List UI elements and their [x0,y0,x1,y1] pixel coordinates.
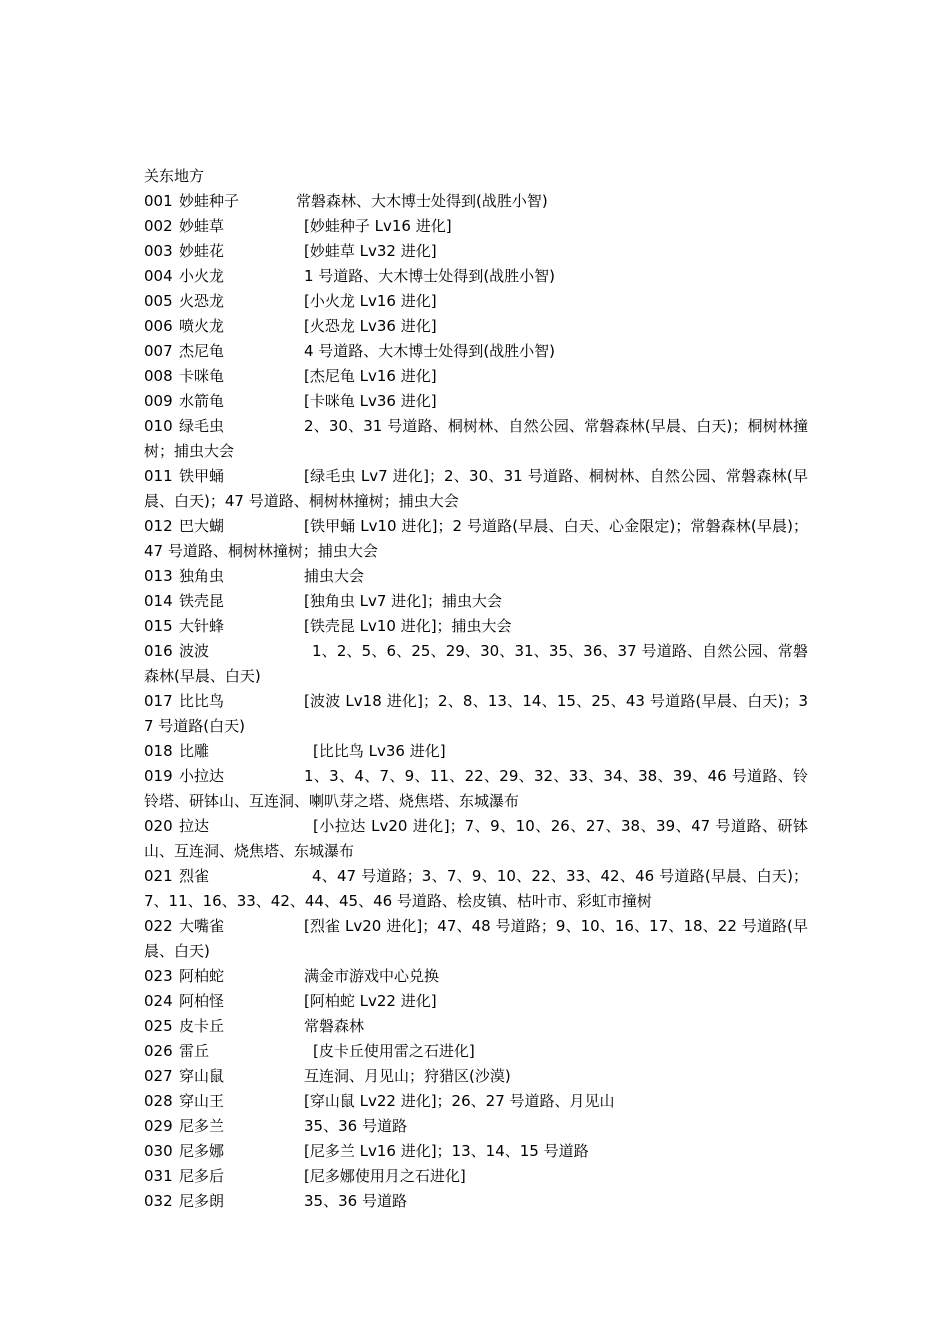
entry-name: 尼多娜 [179,1142,225,1160]
pokedex-entry [144,1114,808,1139]
entry-number: 007 [144,342,173,360]
pokedex-entry [144,364,808,389]
entry-name: 尼多兰 [179,1117,225,1135]
pokedex-entry [144,614,808,639]
entry-location: [火恐龙 Lv36 进化] [304,317,437,335]
entry-name: 比雕 [179,742,210,760]
pokedex-entry [144,589,808,614]
entry-name: 波波 [179,642,210,660]
pokedex-entry [144,739,808,764]
pokedex-entry [144,1189,808,1214]
entry-name: 巴大蝴 [179,517,225,535]
entry-number: 016 [144,642,173,660]
pokedex-entry [144,214,808,239]
pokedex-entry [144,314,808,339]
pokedex-entry [144,189,808,214]
entry-location: [妙蛙草 Lv32 进化] [304,242,437,260]
entry-name: 喷火龙 [179,317,225,335]
entry-number: 009 [144,392,173,410]
entry-number: 024 [144,992,173,1010]
pokedex-entry [144,639,808,689]
entry-location: 35、36 号道路 [304,1192,407,1210]
entry-location: 捕虫大会 [304,567,365,585]
entry-name: 拉达 [179,817,210,835]
pokedex-entry [144,464,808,514]
entry-name: 尼多后 [179,1167,225,1185]
entry-number: 025 [144,1017,173,1035]
entry-name: 阿柏蛇 [179,967,225,985]
entry-location: [尼多娜使用月之石进化] [304,1167,466,1185]
region-heading: 关东地方 [144,167,205,185]
pokedex-entry [144,514,808,564]
entry-number: 002 [144,217,173,235]
entry-name: 妙蛙花 [179,242,225,260]
entry-number: 029 [144,1117,173,1135]
entry-name: 水箭龟 [179,392,225,410]
pokedex-entry [144,564,808,589]
entry-number: 028 [144,1092,173,1110]
pokedex-entry [144,239,808,264]
pokedex-entry [144,964,808,989]
entry-number: 032 [144,1192,173,1210]
entry-location: 1、2、5、6、25、29、30、31、35、36、37 号道路、自然公园、常磐森林(早晨、白天) [144,642,808,685]
entry-location: 2、30、31 号道路、桐树林、自然公园、常磐森林(早晨、白天)；桐树林撞树；捕虫大会 [144,417,808,460]
entry-number: 004 [144,267,173,285]
pokedex-entry [144,389,808,414]
entry-location: [铁壳昆 Lv10 进化]；捕虫大会 [304,617,512,635]
entry-number: 008 [144,367,173,385]
entry-number: 017 [144,692,173,710]
entry-number: 018 [144,742,173,760]
entry-name: 大针蜂 [179,617,225,635]
pokedex-entry [144,1164,808,1189]
entry-number: 019 [144,767,173,785]
pokedex-entry [144,1064,808,1089]
entry-number: 011 [144,467,173,485]
pokedex-entry [144,1089,808,1114]
entry-name: 妙蛙种子 [179,192,240,210]
entry-name: 皮卡丘 [179,1017,225,1035]
entry-name: 小火龙 [179,267,225,285]
entry-number: 030 [144,1142,173,1160]
entry-location: 满金市游戏中心兑换 [304,967,440,985]
entry-number: 010 [144,417,173,435]
entry-location: [尼多兰 Lv16 进化]；13、14、15 号道路 [304,1142,589,1160]
entry-name: 小拉达 [179,767,225,785]
entry-number: 031 [144,1167,173,1185]
pokedex-entry [144,989,808,1014]
pokedex-entry [144,764,808,814]
entry-location: [皮卡丘使用雷之石进化] [313,1042,475,1060]
entry-number: 006 [144,317,173,335]
entry-name: 比比鸟 [179,692,225,710]
entry-location: 4 号道路、大木博士处得到(战胜小智) [304,342,556,360]
entry-name: 杰尼龟 [179,342,225,360]
entry-name: 烈雀 [179,867,210,885]
pokedex-entry [144,289,808,314]
entry-number: 014 [144,592,173,610]
entry-location: [杰尼龟 Lv16 进化] [304,367,437,385]
entry-number: 005 [144,292,173,310]
entry-name: 独角虫 [179,567,225,585]
entry-location: [穿山鼠 Lv22 进化]；26、27 号道路、月见山 [304,1092,615,1110]
entry-location: 常磐森林、大木博士处得到(战胜小智) [296,192,548,210]
entry-name: 卡咪龟 [179,367,225,385]
entry-number: 020 [144,817,173,835]
entry-name: 尼多朗 [179,1192,225,1210]
entry-number: 003 [144,242,173,260]
entry-location: [独角虫 Lv7 进化]；捕虫大会 [304,592,503,610]
entry-location: 1、3、4、7、9、11、22、29、32、33、34、38、39、46 号道路、铃铃塔、研钵山、互连洞、喇叭芽之塔、烧焦塔、东城瀑布 [144,767,808,810]
entry-number: 001 [144,192,173,210]
entry-number: 022 [144,917,173,935]
pokedex-entry [144,1014,808,1039]
entry-number: 023 [144,967,173,985]
entry-location: [小拉达 Lv20 进化]；7、9、10、26、27、38、39、47 号道路、研钵山、互连洞、烧焦塔、东城瀑布 [144,817,808,860]
entry-location: [比比鸟 Lv36 进化] [313,742,446,760]
entry-name: 绿毛虫 [179,417,225,435]
entry-location: 常磐森林 [304,1017,365,1035]
entry-number: 027 [144,1067,173,1085]
entry-number: 012 [144,517,173,535]
pokedex-entry [144,264,808,289]
pokedex-entry [144,814,808,864]
entry-location: 4、47 号道路；3、7、9、10、22、33、42、46 号道路(早晨、白天)；7、11、16、33、42、44、45、46 号道路、桧皮镇、枯叶市、彩虹市撞树 [144,867,808,910]
pokedex-entry [144,864,808,914]
entry-location: [阿柏蛇 Lv22 进化] [304,992,437,1010]
entry-number: 026 [144,1042,173,1060]
entry-name: 妙蛙草 [179,217,225,235]
entry-name: 铁壳昆 [179,592,225,610]
entry-name: 阿柏怪 [179,992,225,1010]
entry-name: 穿山鼠 [179,1067,225,1085]
entry-name: 铁甲蛹 [179,467,225,485]
pokedex-entry [144,1139,808,1164]
pokedex-entry [144,339,808,364]
entry-location: [铁甲蛹 Lv10 进化]；2 号道路(早晨、白天、心金限定)；常磐森林(早晨)；47 号道路、桐树林撞树；捕虫大会 [144,517,808,560]
document-page [144,164,808,1214]
entry-location: [烈雀 Lv20 进化]；47、48 号道路；9、10、16、17、18、22 号道路(早晨、白天) [144,917,808,960]
entry-location: [绿毛虫 Lv7 进化]；2、30、31 号道路、桐树林、自然公园、常磐森林(早晨、白天)；47 号道路、桐树林撞树；捕虫大会 [144,467,808,510]
entry-location: 35、36 号道路 [304,1117,407,1135]
entry-location: [卡咪龟 Lv36 进化] [304,392,437,410]
entry-location: 1 号道路、大木博士处得到(战胜小智) [304,267,556,285]
entry-number: 015 [144,617,173,635]
pokedex-entry [144,914,808,964]
pokedex-entry [144,689,808,739]
entry-name: 火恐龙 [179,292,225,310]
pokedex-entry [144,1039,808,1064]
entry-name: 雷丘 [179,1042,210,1060]
pokedex-list [144,189,808,1214]
entry-location: [妙蛙种子 Lv16 进化] [304,217,452,235]
entry-name: 穿山王 [179,1092,225,1110]
entry-location: [小火龙 Lv16 进化] [304,292,437,310]
entry-number: 013 [144,567,173,585]
pokedex-entry [144,414,808,464]
entry-location: [波波 Lv18 进化]；2、8、13、14、15、25、43 号道路(早晨、白天)；37 号道路(白天) [144,692,808,735]
entry-location: 互连洞、月见山；狩猎区(沙漠) [304,1067,511,1085]
entry-number: 021 [144,867,173,885]
entry-name: 大嘴雀 [179,917,225,935]
